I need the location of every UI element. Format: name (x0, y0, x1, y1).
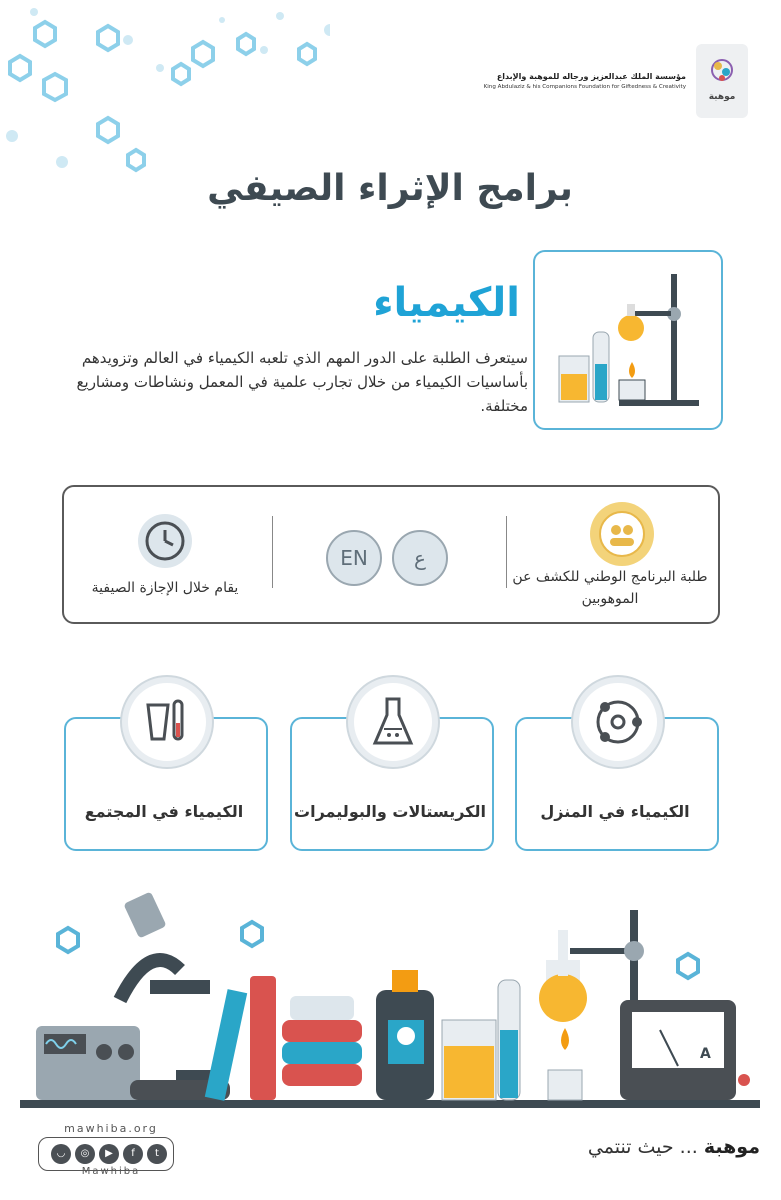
mawhiba-logo (696, 44, 748, 118)
slogan-brand: موهبة (703, 1136, 760, 1158)
subject-title: الكيمياء (373, 280, 520, 326)
english-language-badge: EN (326, 530, 382, 586)
students-icon (588, 500, 656, 568)
logo-mark-icon (696, 44, 748, 96)
org-name-ar: مؤسسة الملك عبدالعزيز ورجاله للموهبة والإبداع (496, 72, 686, 81)
youtube-icon[interactable]: ▶ (99, 1144, 119, 1164)
lab-equipment-illustration (0, 870, 781, 1120)
lab-stand-icon (535, 252, 721, 428)
org-name-en: King Abdulaziz & his Companions Foundation for Giftedness & Creativity (483, 84, 686, 90)
social-handle: Mawhiba (81, 1166, 141, 1177)
topic-icon-circle (348, 677, 438, 767)
beaker-tubes-icon (128, 683, 206, 761)
logo-word: موهبة (708, 92, 736, 102)
topic-label: الكيمياء في المنزل (540, 802, 690, 821)
slogan (520, 1136, 760, 1158)
arabic-language-badge: ع (392, 530, 448, 586)
topic-label: الكيمياء في المجتمع (84, 802, 244, 821)
divider (272, 516, 273, 588)
audience-text: طلبة البرنامج الوطني للكشف عن الموهوبين (512, 569, 708, 607)
page-title: برامج الإثراء الصيفي (207, 168, 573, 209)
flask-icon (354, 683, 432, 761)
program-description: سيتعرف الطلبة على الدور المهم الذي تلعبه الكيمياء في العالم وتزويدهم بأساسيات الكيمياء من خلال تجارب علمية في المعمل ونشاطات ومشاريع مختلفة. (76, 349, 528, 415)
clock-icon (136, 512, 194, 570)
twitter-icon[interactable]: t (147, 1144, 167, 1164)
topic-icon-circle (573, 677, 663, 767)
slogan-rest: ... حيث تنتمي (587, 1136, 698, 1158)
timing-text: يقام خلال الإجازة الصيفية (91, 580, 239, 596)
divider (506, 516, 507, 588)
atom-icon (579, 683, 657, 761)
facebook-icon[interactable]: f (123, 1144, 143, 1164)
instagram-icon[interactable]: ◎ (75, 1144, 95, 1164)
svg-text:A: A (700, 1046, 711, 1062)
topic-label: الكريستالات والبوليمرات (294, 802, 486, 821)
topic-icon-circle (122, 677, 212, 767)
lab-illustration-box (533, 250, 723, 430)
website-url[interactable]: mawhiba.org (64, 1122, 158, 1135)
hexagon-decoration (0, 0, 330, 180)
snapchat-icon[interactable]: ◡ (51, 1144, 71, 1164)
